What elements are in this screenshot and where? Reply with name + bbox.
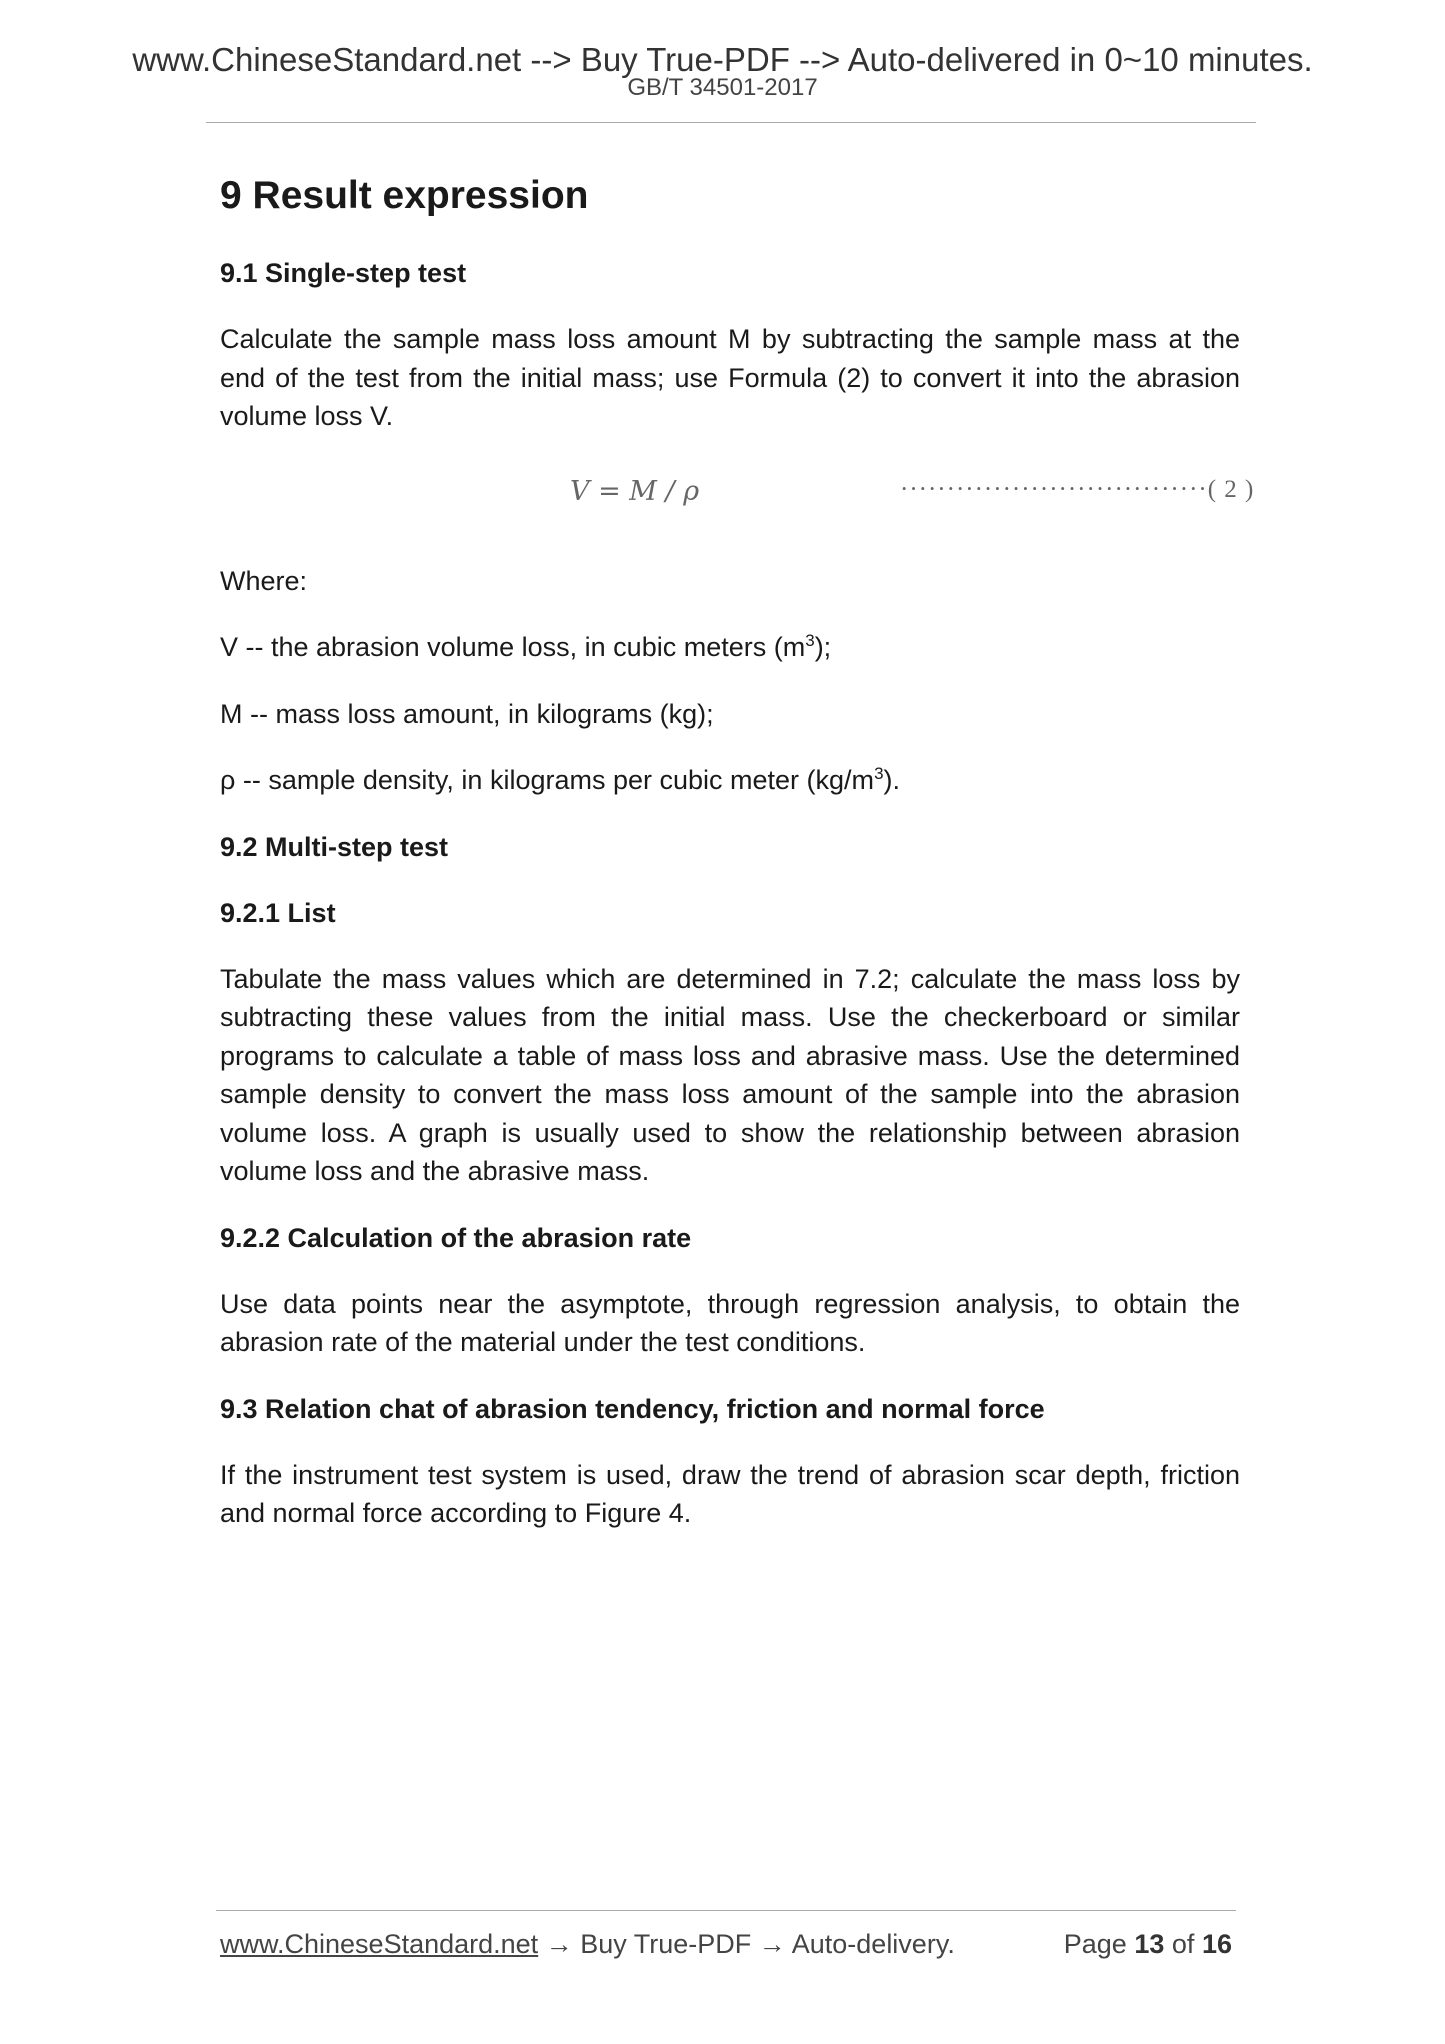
- page-content: [220, 168, 1255, 1533]
- heading-9-2: 9.2 Multi-step test: [220, 831, 449, 862]
- definition-v: [220, 628, 1240, 667]
- page-number: 13: [1134, 1929, 1165, 1959]
- superscript: 3: [874, 764, 884, 783]
- definition-rho-text: ρ -- sample density, in kilograms per cubic meter (kg/m: [220, 765, 875, 795]
- heading-9-1: 9.1 Single-step test: [220, 258, 467, 288]
- header-divider: [206, 122, 1256, 123]
- definition-v-end: );: [814, 632, 832, 662]
- heading-9-2-1: 9.2.1 List: [220, 897, 336, 928]
- heading-9-2-2: 9.2.2 Calculation of the abrasion rate: [220, 1222, 692, 1253]
- section-title: 9 Result expression: [220, 174, 589, 217]
- heading-9-3: 9.3 Relation chat of abrasion tendency, friction and normal force: [220, 1393, 1045, 1424]
- paragraph-9-3: If the instrument test system is used, draw the trend of abrasion scar depth, friction and normal force according to Figure 4.: [220, 1459, 1240, 1528]
- paragraph-9-2-2: Use data points near the asymptote, through regression analysis, to obtain the abrasion rate of the material under the test conditions.: [220, 1288, 1240, 1357]
- page-total: 16: [1201, 1929, 1232, 1959]
- superscript: 3: [805, 631, 815, 650]
- page-footer: [220, 1926, 1232, 1962]
- top-banner[interactable]: www.ChineseStandard.net --> Buy True-PDF --> Auto-delivered in 0~10 minutes.: [132, 41, 1313, 78]
- page-indicator: [1064, 1926, 1232, 1962]
- document-id: GB/T 34501-2017: [627, 74, 818, 101]
- definition-v-text: V -- the abrasion volume loss, in cubic meters (m: [220, 632, 806, 662]
- footer-tagline: → Buy True-PDF → Auto-delivery.: [538, 1929, 955, 1959]
- definition-rho-end: ).: [883, 765, 901, 795]
- formula-2: [220, 464, 1255, 524]
- formula-number: ·································( 2 ): [900, 475, 1255, 503]
- paragraph-9-1: Calculate the sample mass loss amount M by subtracting the sample mass at the end of the test from the initial mass; use Formula (2) to convert it into the abrasion volume loss V.: [220, 324, 1240, 431]
- of-label: of: [1171, 1929, 1195, 1959]
- definition-rho: [220, 761, 1240, 800]
- definition-m: M -- mass loss amount, in kilograms (kg);: [220, 698, 714, 729]
- footer-link[interactable]: www.ChineseStandard.net: [220, 1929, 539, 1959]
- formula-expression: V = M / ρ: [570, 475, 700, 507]
- where-label: Where:: [220, 565, 308, 596]
- page-label: Page: [1063, 1929, 1127, 1959]
- paragraph-9-2-1: Tabulate the mass values which are determined in 7.2; calculate the mass loss by subtracting these values from the initial mass. Use the checkerboard or similar programs to calculate a table of mass loss and abrasive mass. Use the determined sample density to convert the mass loss amount of the sample into the abrasion volume loss. A graph is usually used to show the relationship between abrasion volume loss and the abrasive mass.: [220, 963, 1240, 1186]
- footer-divider: [216, 1910, 1236, 1911]
